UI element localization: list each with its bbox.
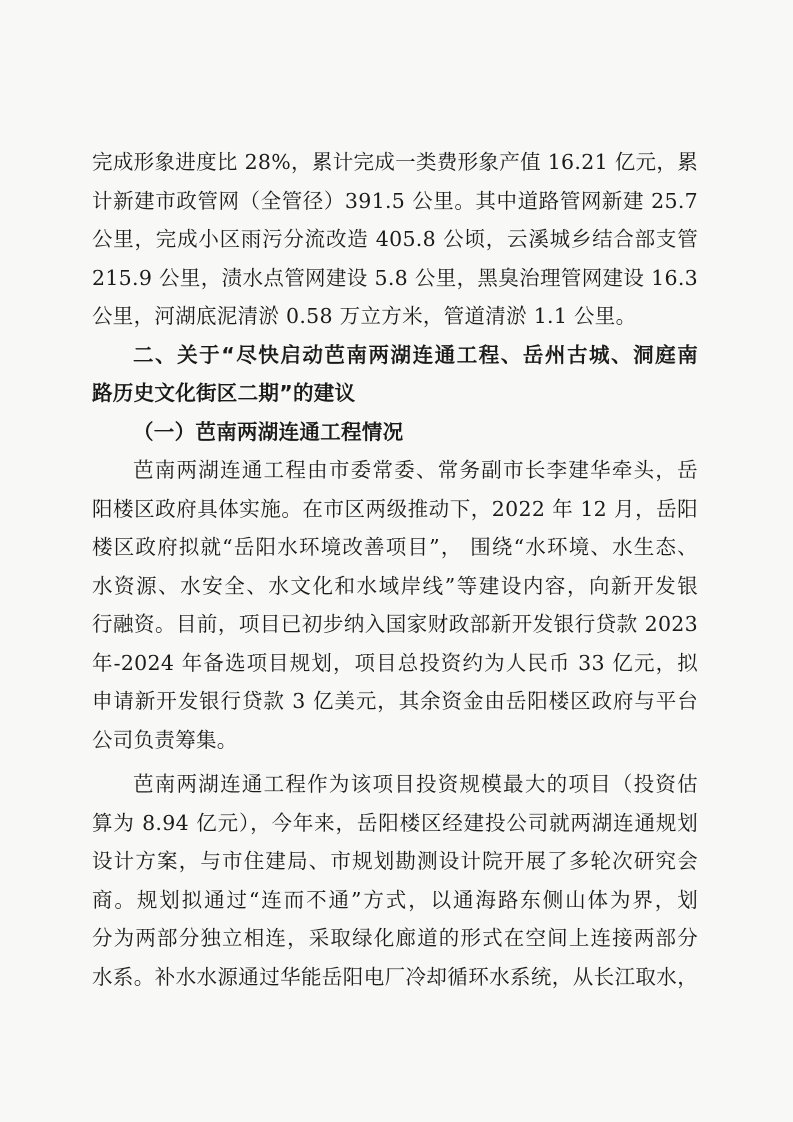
subsection-heading: （一）芭南两湖连通工程情况 — [133, 419, 404, 444]
document-body — [92, 143, 698, 996]
section-heading — [92, 336, 698, 413]
text-line: 水资源、水安全、水文化和水域岸线”等建设内容，向新开发银 — [92, 573, 698, 598]
paragraph-project-overview — [92, 451, 698, 759]
paragraph-lake-connection — [92, 765, 698, 996]
text-line: 215.9 公里，渍水点管网建设 5.8 公里，黑臭治理管网建设 16.3 — [92, 265, 698, 290]
text-line: 算为 8.94 亿元），今年来，岳阳楼区经建投公司就两湖连通规划 — [92, 810, 698, 835]
text-line: 行融资。目前，项目已初步纳入国家财政部新开发银行贷款 2023 — [92, 612, 698, 636]
text-line: 公里，完成小区雨污分流改造 405.8 公顷，云溪城乡结合部支管 — [92, 227, 698, 251]
text-line: 公司负责筹集。 — [92, 727, 238, 752]
text-line: 芭南两湖连通工程由市委常委、常务副市长李建华牵头，岳 — [133, 458, 698, 482]
text-line: 计新建市政管网（全管径）391.5 公里。其中道路管网新建 25.7 — [92, 188, 698, 213]
text-line: 设计方案，与市住建局、市规划勘测设计院开展了多轮次研究会 — [92, 849, 698, 873]
text-line: 完成形象进度比 28%，累计完成一类费形象产值 16.21 亿元，累 — [92, 150, 698, 174]
text-line: 阳楼区政府具体实施。在市区两级推动下，2022 年 12 月，岳阳 — [92, 496, 698, 521]
text-line: 分为两部分独立相连，采取绿化廊道的形式在空间上连接两部分 — [92, 926, 698, 950]
text-line: 公里，河湖底泥清淤 0.58 万立方米，管道清淤 1.1 公里。 — [92, 304, 637, 328]
text-line: 芭南两湖连通工程作为该项目投资规模最大的项目（投资估 — [133, 772, 698, 796]
paragraph-progress — [92, 143, 698, 336]
text-line: 水系。补水水源通过华能岳阳电厂冷却循环水系统，从长江取水， — [92, 964, 698, 989]
heading-line: 二、关于“尽快启动芭南两湖连通工程、岳州古城、洞庭南 — [133, 342, 698, 367]
heading-line: 路历史文化街区二期”的建议 — [92, 381, 356, 405]
text-line: 年-2024 年备选项目规划，项目总投资约为人民币 33 亿元，拟 — [92, 650, 698, 675]
text-line: 楼区政府拟就“岳阳水环境改善项目”， 围绕“水环境、水生态、 — [92, 535, 698, 559]
text-line: 申请新开发银行贷款 3 亿美元，其余资金由岳阳楼区政府与平台 — [92, 689, 698, 713]
text-line: 商。规划拟通过“连而不通”方式，以通海路东侧山体为界，划 — [92, 887, 698, 912]
